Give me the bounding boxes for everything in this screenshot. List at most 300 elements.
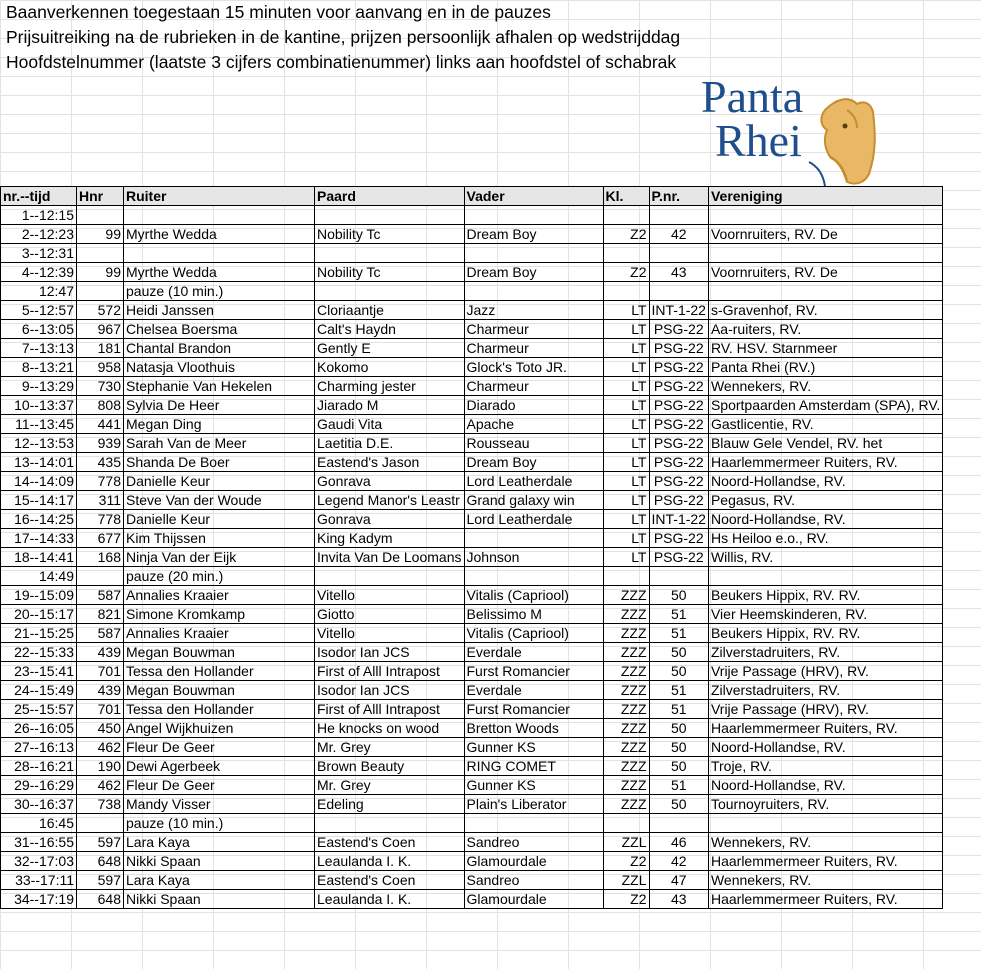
cell-proefnummer: PSG-22	[649, 320, 708, 339]
col-header-hnr: Hnr	[77, 187, 124, 206]
cell-paard: Mr. Grey	[315, 738, 465, 757]
cell-klasse	[603, 567, 649, 586]
cell-hnr: 439	[77, 643, 124, 662]
cell-paard	[315, 814, 465, 833]
cell-nr-tijd: 17--14:33	[1, 529, 77, 548]
table-body	[1, 206, 943, 909]
cell-vereniging: Gastlicentie, RV.	[708, 415, 942, 434]
cell-nr-tijd: 3--12:31	[1, 244, 77, 263]
cell-paard: Gonrava	[315, 510, 465, 529]
cell-paard: Gently E	[315, 339, 465, 358]
cell-vader: Everdale	[464, 643, 603, 662]
cell-vereniging: Voornruiters, RV. De	[708, 225, 942, 244]
col-header-klasse: Kl.	[603, 187, 649, 206]
cell-klasse: ZZZ	[603, 700, 649, 719]
cell-nr-tijd: 22--15:33	[1, 643, 77, 662]
cell-hnr: 597	[77, 871, 124, 890]
cell-ruiter: Megan Ding	[124, 415, 315, 434]
cell-vader: Sandreo	[464, 833, 603, 852]
col-header-vereniging: Vereniging	[708, 187, 942, 206]
cell-proefnummer: PSG-22	[649, 453, 708, 472]
logo-text-rhei: Rhei	[715, 115, 802, 166]
cell-vader: Glamourdale	[464, 852, 603, 871]
cell-proefnummer: 50	[649, 719, 708, 738]
cell-vereniging: s-Gravenhof, RV.	[708, 301, 942, 320]
cell-hnr: 738	[77, 795, 124, 814]
cell-paard: Nobility Tc	[315, 263, 465, 282]
cell-vereniging: Haarlemmermeer Ruiters, RV.	[708, 719, 942, 738]
table-row	[1, 757, 943, 776]
cell-proefnummer: 51	[649, 776, 708, 795]
cell-nr-tijd: 34--17:19	[1, 890, 77, 909]
cell-klasse: LT	[603, 472, 649, 491]
table-row	[1, 871, 943, 890]
cell-nr-tijd: 12:47	[1, 282, 77, 301]
cell-nr-tijd: 16--14:25	[1, 510, 77, 529]
cell-vader: Gunner KS	[464, 738, 603, 757]
cell-vader: Diarado	[464, 396, 603, 415]
cell-vereniging: Hs Heiloo e.o., RV.	[708, 529, 942, 548]
cell-vader	[464, 244, 603, 263]
col-header-nr-tijd: nr.--tijd	[1, 187, 77, 206]
cell-ruiter: Fleur De Geer	[124, 738, 315, 757]
cell-klasse: LT	[603, 529, 649, 548]
cell-nr-tijd: 4--12:39	[1, 263, 77, 282]
cell-proefnummer: 51	[649, 681, 708, 700]
cell-vader	[464, 206, 603, 225]
table-row	[1, 567, 943, 586]
cell-vereniging: Blauw Gele Vendel, RV. het	[708, 434, 942, 453]
col-header-vader: Vader	[464, 187, 603, 206]
cell-vereniging: Vrije Passage (HRV), RV.	[708, 700, 942, 719]
cell-paard: Brown Beauty	[315, 757, 465, 776]
cell-vader: Gunner KS	[464, 776, 603, 795]
cell-vereniging	[708, 206, 942, 225]
cell-hnr	[77, 814, 124, 833]
table-row	[1, 548, 943, 567]
table-row	[1, 776, 943, 795]
cell-nr-tijd: 10--13:37	[1, 396, 77, 415]
cell-hnr	[77, 282, 124, 301]
table-row	[1, 700, 943, 719]
table-row	[1, 472, 943, 491]
cell-klasse: LT	[603, 339, 649, 358]
cell-vereniging	[708, 567, 942, 586]
cell-klasse: ZZZ	[603, 719, 649, 738]
cell-proefnummer: 43	[649, 890, 708, 909]
table-row	[1, 491, 943, 510]
cell-hnr: 597	[77, 833, 124, 852]
cell-hnr	[77, 567, 124, 586]
table-row	[1, 263, 943, 282]
cell-nr-tijd: 7--13:13	[1, 339, 77, 358]
cell-ruiter: Fleur De Geer	[124, 776, 315, 795]
cell-ruiter: Megan Bouwman	[124, 681, 315, 700]
cell-nr-tijd: 11--13:45	[1, 415, 77, 434]
cell-paard: Vitello	[315, 586, 465, 605]
table-row	[1, 833, 943, 852]
cell-nr-tijd: 31--16:55	[1, 833, 77, 852]
cell-paard: Legend Manor's Leastr	[315, 491, 465, 510]
cell-ruiter: Annalies Kraaier	[124, 586, 315, 605]
table-row	[1, 301, 943, 320]
cell-paard: Eastend's Jason	[315, 453, 465, 472]
cell-paard: Leaulanda I. K.	[315, 890, 465, 909]
table-row	[1, 795, 943, 814]
cell-paard: Jiarado M	[315, 396, 465, 415]
cell-paard	[315, 244, 465, 263]
cell-proefnummer: 50	[649, 738, 708, 757]
table-row	[1, 320, 943, 339]
cell-ruiter: Steve Van der Woude	[124, 491, 315, 510]
logo-text-panta: Panta	[701, 71, 804, 122]
cell-paard: Kokomo	[315, 358, 465, 377]
schedule-table	[0, 186, 943, 909]
cell-proefnummer: PSG-22	[649, 339, 708, 358]
cell-vereniging: Noord-Hollandse, RV.	[708, 776, 942, 795]
cell-proefnummer	[649, 244, 708, 263]
table-row	[1, 339, 943, 358]
cell-ruiter	[124, 206, 315, 225]
cell-ruiter: Mandy Visser	[124, 795, 315, 814]
cell-paard: First of Alll Intrapost	[315, 700, 465, 719]
cell-vader: Grand galaxy win	[464, 491, 603, 510]
cell-paard: Edeling	[315, 795, 465, 814]
cell-proefnummer: 51	[649, 700, 708, 719]
cell-vader: Dream Boy	[464, 225, 603, 244]
table-header-row	[1, 187, 943, 206]
cell-klasse: LT	[603, 377, 649, 396]
cell-vereniging: Vier Heemskinderen, RV.	[708, 605, 942, 624]
table-row	[1, 206, 943, 225]
cell-nr-tijd: 12--13:53	[1, 434, 77, 453]
cell-ruiter: Dewi Agerbeek	[124, 757, 315, 776]
cell-vader: Bretton Woods	[464, 719, 603, 738]
cell-proefnummer	[649, 282, 708, 301]
cell-vereniging: Zilverstadruiters, RV.	[708, 681, 942, 700]
cell-hnr: 778	[77, 510, 124, 529]
cell-vereniging: Noord-Hollandse, RV.	[708, 472, 942, 491]
cell-paard: He knocks on wood	[315, 719, 465, 738]
cell-proefnummer: 50	[649, 757, 708, 776]
table-row	[1, 510, 943, 529]
cell-hnr: 967	[77, 320, 124, 339]
cell-hnr: 311	[77, 491, 124, 510]
cell-proefnummer: PSG-22	[649, 434, 708, 453]
cell-hnr: 587	[77, 624, 124, 643]
cell-klasse: LT	[603, 453, 649, 472]
table-row	[1, 738, 943, 757]
cell-nr-tijd: 33--17:11	[1, 871, 77, 890]
cell-proefnummer: 43	[649, 263, 708, 282]
cell-klasse: LT	[603, 358, 649, 377]
cell-ruiter: Chantal Brandon	[124, 339, 315, 358]
cell-vereniging: RV. HSV. Starnmeer	[708, 339, 942, 358]
cell-vader: Charmeur	[464, 377, 603, 396]
cell-proefnummer: PSG-22	[649, 491, 708, 510]
cell-vader: Johnson	[464, 548, 603, 567]
cell-proefnummer: 51	[649, 605, 708, 624]
table-row	[1, 434, 943, 453]
cell-vader: Furst Romancier	[464, 700, 603, 719]
cell-vereniging: Beukers Hippix, RV. RV.	[708, 624, 942, 643]
cell-vader: RING COMET	[464, 757, 603, 776]
cell-vader: Apache	[464, 415, 603, 434]
cell-klasse: LT	[603, 548, 649, 567]
cell-klasse: ZZZ	[603, 681, 649, 700]
cell-paard: Calt's Haydn	[315, 320, 465, 339]
table-row	[1, 415, 943, 434]
cell-klasse	[603, 282, 649, 301]
cell-paard: Isodor Ian JCS	[315, 681, 465, 700]
cell-nr-tijd: 18--14:41	[1, 548, 77, 567]
cell-paard: Gaudi Vita	[315, 415, 465, 434]
cell-paard	[315, 206, 465, 225]
cell-klasse: ZZZ	[603, 586, 649, 605]
cell-hnr: 450	[77, 719, 124, 738]
cell-hnr: 808	[77, 396, 124, 415]
table-row	[1, 890, 943, 909]
cell-vereniging: Haarlemmermeer Ruiters, RV.	[708, 890, 942, 909]
cell-proefnummer: PSG-22	[649, 396, 708, 415]
table-row	[1, 719, 943, 738]
cell-hnr: 435	[77, 453, 124, 472]
cell-paard: Eastend's Coen	[315, 871, 465, 890]
cell-vader: Furst Romancier	[464, 662, 603, 681]
cell-vereniging: Beukers Hippix, RV. RV.	[708, 586, 942, 605]
cell-nr-tijd: 6--13:05	[1, 320, 77, 339]
table-row	[1, 681, 943, 700]
cell-nr-tijd: 2--12:23	[1, 225, 77, 244]
cell-klasse	[603, 206, 649, 225]
cell-ruiter: Sylvia De Heer	[124, 396, 315, 415]
cell-proefnummer: 46	[649, 833, 708, 852]
cell-proefnummer: 50	[649, 662, 708, 681]
cell-hnr: 190	[77, 757, 124, 776]
cell-vader	[464, 567, 603, 586]
cell-vereniging: Troje, RV.	[708, 757, 942, 776]
cell-ruiter: Danielle Keur	[124, 472, 315, 491]
cell-vader	[464, 814, 603, 833]
cell-ruiter: Annalies Kraaier	[124, 624, 315, 643]
cell-vereniging: Wennekers, RV.	[708, 377, 942, 396]
cell-nr-tijd: 1--12:15	[1, 206, 77, 225]
cell-hnr	[77, 244, 124, 263]
cell-nr-tijd: 24--15:49	[1, 681, 77, 700]
note-line: Hoofdstelnummer (laatste 3 cijfers combinatienummer) links aan hoofdstel of schabrak	[6, 52, 677, 72]
cell-ruiter: Ninja Van der Eijk	[124, 548, 315, 567]
cell-klasse: ZZZ	[603, 624, 649, 643]
cell-proefnummer: 50	[649, 643, 708, 662]
cell-vereniging: Noord-Hollandse, RV.	[708, 738, 942, 757]
cell-hnr: 730	[77, 377, 124, 396]
cell-paard: Laetitia D.E.	[315, 434, 465, 453]
cell-ruiter: Myrthe Wedda	[124, 225, 315, 244]
table-row	[1, 643, 943, 662]
cell-nr-tijd: 23--15:41	[1, 662, 77, 681]
cell-klasse: Z2	[603, 852, 649, 871]
cell-proefnummer	[649, 206, 708, 225]
cell-ruiter: pauze (10 min.)	[124, 814, 315, 833]
cell-nr-tijd: 30--16:37	[1, 795, 77, 814]
cell-hnr: 462	[77, 738, 124, 757]
cell-proefnummer: PSG-22	[649, 529, 708, 548]
cell-nr-tijd: 14--14:09	[1, 472, 77, 491]
cell-hnr: 439	[77, 681, 124, 700]
cell-proefnummer: 50	[649, 795, 708, 814]
cell-vereniging: Wennekers, RV.	[708, 833, 942, 852]
cell-klasse: ZZZ	[603, 643, 649, 662]
cell-klasse: Z2	[603, 890, 649, 909]
cell-klasse: LT	[603, 415, 649, 434]
cell-ruiter: Tessa den Hollander	[124, 662, 315, 681]
cell-vader: Sandreo	[464, 871, 603, 890]
cell-klasse: ZZL	[603, 833, 649, 852]
cell-klasse: LT	[603, 510, 649, 529]
table-row	[1, 586, 943, 605]
cell-vereniging: Voornruiters, RV. De	[708, 263, 942, 282]
cell-paard	[315, 567, 465, 586]
cell-paard: Nobility Tc	[315, 225, 465, 244]
cell-paard: Leaulanda I. K.	[315, 852, 465, 871]
cell-hnr: 587	[77, 586, 124, 605]
cell-klasse: LT	[603, 396, 649, 415]
cell-vader: Rousseau	[464, 434, 603, 453]
cell-vader: Dream Boy	[464, 453, 603, 472]
table-row	[1, 814, 943, 833]
cell-klasse: Z2	[603, 263, 649, 282]
cell-klasse: LT	[603, 320, 649, 339]
cell-klasse: ZZZ	[603, 662, 649, 681]
cell-paard: King Kadym	[315, 529, 465, 548]
cell-vereniging	[708, 282, 942, 301]
cell-paard: Charming jester	[315, 377, 465, 396]
cell-vereniging	[708, 814, 942, 833]
cell-hnr: 821	[77, 605, 124, 624]
cell-hnr: 939	[77, 434, 124, 453]
cell-nr-tijd: 13--14:01	[1, 453, 77, 472]
cell-hnr: 778	[77, 472, 124, 491]
cell-ruiter: Danielle Keur	[124, 510, 315, 529]
cell-hnr: 168	[77, 548, 124, 567]
cell-vader: Glock's Toto JR.	[464, 358, 603, 377]
cell-proefnummer: INT-1-22	[649, 301, 708, 320]
cell-proefnummer: 42	[649, 852, 708, 871]
cell-ruiter: Nikki Spaan	[124, 890, 315, 909]
cell-vereniging: Vrije Passage (HRV), RV.	[708, 662, 942, 681]
cell-nr-tijd: 14:49	[1, 567, 77, 586]
cell-paard: Giotto	[315, 605, 465, 624]
cell-vader: Glamourdale	[464, 890, 603, 909]
cell-ruiter: Angel Wijkhuizen	[124, 719, 315, 738]
cell-ruiter: Myrthe Wedda	[124, 263, 315, 282]
cell-vereniging: Panta Rhei (RV.)	[708, 358, 942, 377]
cell-klasse: ZZZ	[603, 605, 649, 624]
cell-hnr: 677	[77, 529, 124, 548]
cell-hnr: 572	[77, 301, 124, 320]
table-row	[1, 453, 943, 472]
cell-paard: Eastend's Coen	[315, 833, 465, 852]
cell-proefnummer: 51	[649, 624, 708, 643]
cell-vereniging: Tournoyruiters, RV.	[708, 795, 942, 814]
cell-vader: Lord Leatherdale	[464, 472, 603, 491]
cell-klasse: LT	[603, 301, 649, 320]
cell-hnr: 648	[77, 852, 124, 871]
panta-rhei-logo	[697, 70, 883, 192]
cell-nr-tijd: 19--15:09	[1, 586, 77, 605]
cell-ruiter: Lara Kaya	[124, 833, 315, 852]
cell-ruiter: Megan Bouwman	[124, 643, 315, 662]
cell-proefnummer: 50	[649, 586, 708, 605]
cell-hnr: 99	[77, 225, 124, 244]
cell-vader: Plain's Liberator	[464, 795, 603, 814]
cell-hnr: 648	[77, 890, 124, 909]
cell-vader: Charmeur	[464, 339, 603, 358]
cell-klasse	[603, 814, 649, 833]
table-row	[1, 605, 943, 624]
cell-nr-tijd: 20--15:17	[1, 605, 77, 624]
col-header-ruiter: Ruiter	[124, 187, 315, 206]
cell-klasse: ZZZ	[603, 795, 649, 814]
cell-hnr: 958	[77, 358, 124, 377]
cell-ruiter: pauze (10 min.)	[124, 282, 315, 301]
table-row	[1, 852, 943, 871]
cell-vader: Belissimo M	[464, 605, 603, 624]
cell-proefnummer: PSG-22	[649, 472, 708, 491]
cell-vereniging: Sportpaarden Amsterdam (SPA), RV.	[708, 396, 942, 415]
cell-nr-tijd: 28--16:21	[1, 757, 77, 776]
cell-paard	[315, 282, 465, 301]
cell-vader: Charmeur	[464, 320, 603, 339]
cell-vader: Lord Leatherdale	[464, 510, 603, 529]
cell-proefnummer: 47	[649, 871, 708, 890]
cell-vader: Dream Boy	[464, 263, 603, 282]
cell-proefnummer: PSG-22	[649, 415, 708, 434]
table-row	[1, 377, 943, 396]
cell-vereniging: Haarlemmermeer Ruiters, RV.	[708, 852, 942, 871]
cell-vereniging: Zilverstadruiters, RV.	[708, 643, 942, 662]
col-header-proefnummer: P.nr.	[649, 187, 708, 206]
cell-ruiter: Stephanie Van Hekelen	[124, 377, 315, 396]
cell-ruiter: Chelsea Boersma	[124, 320, 315, 339]
cell-klasse: Z2	[603, 225, 649, 244]
cell-proefnummer: INT-1-22	[649, 510, 708, 529]
table-row	[1, 225, 943, 244]
cell-nr-tijd: 32--17:03	[1, 852, 77, 871]
cell-paard: Invita Van De Loomans	[315, 548, 465, 567]
cell-vereniging: Haarlemmermeer Ruiters, RV.	[708, 453, 942, 472]
cell-nr-tijd: 8--13:21	[1, 358, 77, 377]
cell-paard: Isodor Ian JCS	[315, 643, 465, 662]
cell-paard: Gonrava	[315, 472, 465, 491]
cell-vader: Vitalis (Capriool)	[464, 586, 603, 605]
cell-vader	[464, 529, 603, 548]
cell-klasse: ZZZ	[603, 757, 649, 776]
cell-ruiter: Heidi Janssen	[124, 301, 315, 320]
cell-vereniging: Wennekers, RV.	[708, 871, 942, 890]
cell-paard: Vitello	[315, 624, 465, 643]
table-row	[1, 282, 943, 301]
cell-ruiter: Sarah Van de Meer	[124, 434, 315, 453]
cell-vader: Vitalis (Capriool)	[464, 624, 603, 643]
cell-nr-tijd: 29--16:29	[1, 776, 77, 795]
cell-vader	[464, 282, 603, 301]
table-row	[1, 358, 943, 377]
cell-hnr: 181	[77, 339, 124, 358]
cell-hnr	[77, 206, 124, 225]
cell-paard: First of Alll Intrapost	[315, 662, 465, 681]
cell-ruiter: Simone Kromkamp	[124, 605, 315, 624]
